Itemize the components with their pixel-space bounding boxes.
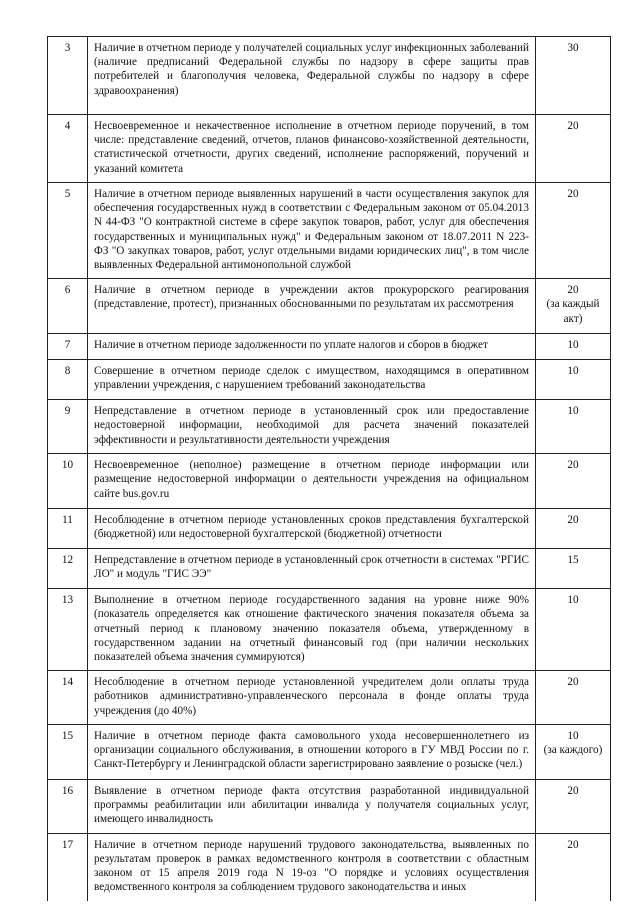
points-cell: [536, 400, 611, 454]
row-number: 14: [48, 671, 88, 725]
table-row: [48, 115, 611, 183]
points-value: 20: [567, 784, 579, 797]
criterion-text: Наличие в отчетном периоде у получателей социальных услуг инфекционных заболеваний (наличие предписаний Федеральной службы по надзору в сфере защиты прав потребителей и благополучия человека, Федеральной службы по надзору в сфере здравоохранения): [88, 37, 536, 115]
criteria-table: [47, 36, 611, 901]
points-note: (за каждого): [543, 744, 603, 757]
points-cell: [536, 334, 611, 360]
row-number: 12: [48, 549, 88, 589]
row-number: 17: [48, 833, 88, 900]
table-row: [48, 671, 611, 725]
table-row: [48, 334, 611, 360]
points-value: 30: [567, 42, 579, 54]
points-cell: [536, 115, 611, 183]
points-cell: [536, 509, 611, 549]
criterion-text: Наличие в отчетном периоде задолженности по уплате налогов и сборов в бюджет: [88, 334, 536, 360]
criterion-text: Непредставление в отчетном периоде в установленный срок отчетности в системах "РГИС ЛО" и модуль "ГИС ЭЭ": [88, 549, 536, 589]
points-value: 20: [567, 676, 579, 689]
table-row: [48, 724, 611, 779]
criterion-text: Несвоевременное и некачественное исполнение в отчетном периоде поручений, в том числе: представление сведений, отчетов, планов финансово-хозяйственной деятельности, статистической отчетности, других сведений, исполнение распоряжений, поручений и указаний комитета: [88, 115, 536, 183]
points-value: 20: [567, 459, 579, 472]
points-value: 10: [567, 405, 579, 418]
row-number: 5: [48, 183, 88, 279]
points-cell: [536, 279, 611, 334]
criterion-text: Несоблюдение в отчетном периоде установленной учредителем доли оплаты труда работников административно-управленческого персонала в фонде оплаты труда учреждения (до 40%): [88, 671, 536, 725]
table-row: [48, 360, 611, 400]
row-number: 6: [48, 279, 88, 334]
criterion-text: Выполнение в отчетном периоде государственного задания на уровне ниже 90% (показатель определяется как отношение фактического значения показателя объема за отчетный период к плановому значению показателя объема, утвержденному в государственном задании на отчетный финансовый год (при наличии нескольких показателей объема значения суммируются): [88, 589, 536, 671]
row-number: 8: [48, 360, 88, 400]
criterion-text: Наличие в отчетном периоде в учреждении актов прокурорского реагирования (представление, протест), признанных обоснованными по результатам их рассмотрения: [88, 279, 536, 334]
criterion-text: Наличие в отчетном периоде выявленных нарушений в части осуществления закупок для обеспечения государственных нужд в соответствии с Федеральным законом от 05.04.2013 N 44-ФЗ "О контрактной системе в сфере закупок товаров, работ, услуг для обеспечения государственных и муниципальных нужд" и Федеральным законом от 18.07.2011 N 223-ФЗ "О закупках товаров, работ, услуг отдельными видами юридических лиц", в том числе выявленных Федеральной антимонопольной службой: [88, 183, 536, 279]
points-value: 20: [567, 120, 579, 132]
points-cell: [536, 183, 611, 279]
criterion-text: Несоблюдение в отчетном периоде установленных сроков представления бухгалтерской (бюджетной) или недостоверной бухгалтерской (бюджетной) отчетности: [88, 509, 536, 549]
table-row: [48, 37, 611, 115]
row-number: 3: [48, 37, 88, 115]
points-cell: [536, 779, 611, 833]
criterion-text: Непредставление в отчетном периоде в установленный срок или предоставление недостоверной информации, необходимой для расчета значений показателей эффективности и результативности деятельности учреждения: [88, 400, 536, 454]
table-row: [48, 779, 611, 833]
table-row: [48, 549, 611, 589]
points-cell: [536, 37, 611, 115]
points-value: 10: [567, 729, 579, 742]
points-cell: [536, 360, 611, 400]
points-value: 20: [567, 514, 579, 527]
row-number: 16: [48, 779, 88, 833]
row-number: 10: [48, 454, 88, 509]
points-value: 10: [567, 594, 579, 607]
points-cell: [536, 671, 611, 725]
table-row: [48, 183, 611, 279]
row-number: 15: [48, 724, 88, 779]
points-cell: [536, 549, 611, 589]
criterion-text: Выявление в отчетном периоде факта отсутствия разработанной индивидуальной программы реабилитации или абилитации инвалида у получателя социальных услуг, имеющего инвалидность: [88, 779, 536, 833]
table-row: [48, 454, 611, 509]
table-row: [48, 279, 611, 334]
row-number: 13: [48, 589, 88, 671]
points-value: 20: [567, 838, 579, 851]
row-number: 9: [48, 400, 88, 454]
points-cell: [536, 724, 611, 779]
table-row: [48, 833, 611, 900]
row-number: 4: [48, 115, 88, 183]
table-row: [48, 589, 611, 671]
table-row: [48, 400, 611, 454]
document-page: [47, 36, 611, 901]
points-value: 20: [567, 284, 579, 297]
points-note: (за каждый акт): [546, 298, 600, 325]
criterion-text: Несвоевременное (неполное) размещение в отчетном периоде информации или размещение недостоверной информации о деятельности учреждения на официальном сайте bus.gov.ru: [88, 454, 536, 509]
points-cell: [536, 454, 611, 509]
points-value: 10: [567, 365, 579, 378]
criterion-text: Наличие в отчетном периоде нарушений трудового законодательства, выявленных по результатам проверок в рамках ведомственного контроля в соответствии с областным законом от 15 апреля 2019 года N 19-оз "О порядке и условиях осуществления ведомственного контроля за соблюдением трудового законодательства и иных: [88, 833, 536, 900]
points-value: 15: [567, 554, 579, 567]
table-row: [48, 509, 611, 549]
points-value: 10: [567, 339, 579, 352]
row-number: 11: [48, 509, 88, 549]
points-cell: [536, 833, 611, 900]
points-cell: [536, 589, 611, 671]
points-value: 20: [567, 188, 579, 200]
row-number: 7: [48, 334, 88, 360]
criterion-text: Совершение в отчетном периоде сделок с имуществом, находящимся в оперативном управлении учреждения, с нарушением требований законодательства: [88, 360, 536, 400]
criterion-text: Наличие в отчетном периоде факта самовольного ухода несовершеннолетнего из организации социального обслуживания, в отношении которого в ГУ МВД России по г. Санкт-Петербургу и Ленинградской области зарегистрировано заявление о розыске (чел.): [88, 724, 536, 779]
